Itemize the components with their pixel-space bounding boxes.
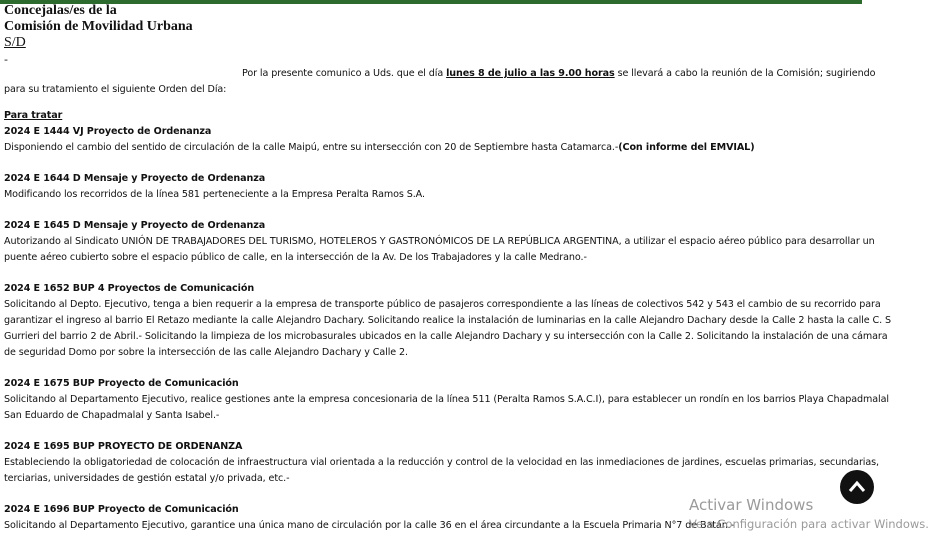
agenda-item-text: garantizar el ingreso al barrio El Retazo mediante la calle Alejandro Dachary. Solicitando realice la instalación de luminarias en la calle Alejandro Dachary desde la Calle 2 hasta la calle C. S xyxy=(4,315,891,326)
commission-name: Comisión de Movilidad Urbana xyxy=(4,19,193,34)
section-title: Para tratar xyxy=(4,110,63,121)
agenda-item xyxy=(4,124,904,156)
agenda-item-title: 2024 E 1696 BUP Proyecto de Comunicación xyxy=(4,504,239,515)
scroll-to-top-button[interactable] xyxy=(840,470,874,504)
agenda-item-text: de seguridad Domo por sobre la intersección de las calle Alejandro Dachary y Calle 2. xyxy=(4,347,408,358)
agenda-item-title: 2024 E 1644 D Mensaje y Proyecto de Ordenanza xyxy=(4,173,266,184)
agenda-item-text: Solicitando al Departamento Ejecutivo, realice gestiones ante la empresa concesionaria de la línea 511 (Peralta Ramos S.A.C.I), para establecer un rondín en los barrios Playa Chapadmalal xyxy=(4,394,889,405)
document-body xyxy=(4,3,904,534)
separator-dash: - xyxy=(4,53,8,66)
watermark-subtitle: Ve a Configuración para activar Windows. xyxy=(689,517,929,531)
addressee-line-1: Concejalas/es de la xyxy=(4,3,117,18)
agenda-item-text: Modificando los recorridos de la línea 581 perteneciente a la Empresa Peralta Ramos S.A. xyxy=(4,189,425,200)
agenda-item xyxy=(4,281,904,361)
agenda-item-text: Disponiendo el cambio del sentido de circulación de la calle Maipú, entre su intersección con 20 de Septiembre hasta Catamarca.-(Con informe del EMVIAL) xyxy=(4,142,755,153)
agenda-item xyxy=(4,171,904,203)
agenda-item-title: 2024 E 1444 VJ Proyecto de Ordenanza xyxy=(4,126,212,137)
watermark-title: Activar Windows xyxy=(689,496,814,514)
agenda-item xyxy=(4,218,904,266)
agenda-item-text: San Eduardo de Chapadmalal y Santa Isabel.- xyxy=(4,410,220,421)
meeting-date: lunes 8 de julio a las 9.00 horas xyxy=(446,68,615,79)
agenda-item-text: Estableciendo la obligatoriedad de colocación de infraestructura vial orientada a la reducción y control de la velocidad en las inmediaciones de jardines, escuelas primarias, secundarias, xyxy=(4,457,880,468)
agenda-item-title: 2024 E 1675 BUP Proyecto de Comunicación xyxy=(4,378,239,389)
agenda-item-title: 2024 E 1645 D Mensaje y Proyecto de Ordenanza xyxy=(4,220,266,231)
agenda-item-text: Solicitando al Depto. Ejecutivo, tenga a bien requerir a la empresa de transporte público de pasajeros correspondiente a las líneas de colectivos 542 y 543 el cambio de su recorrido para xyxy=(4,299,881,310)
agenda-item-text: Solicitando al Departamento Ejecutivo, garantice una única mano de circulación por la calle 36 en el área circundante a la Escuela Primaria N°7 de Batán.- xyxy=(4,520,734,531)
agenda-item-title: 2024 E 1652 BUP 4 Proyectos de Comunicación xyxy=(4,283,255,294)
agenda-item-note: (Con informe del EMVIAL) xyxy=(618,142,755,153)
agenda-item-text: Gurrieri del barrio 2 de Abril.- Solicitando la limpieza de los microbasurales ubicados en la calle Alejandro Dachary y su intersección con la Calle 2. Solicitando la instalación de una cámara xyxy=(4,331,888,342)
agenda-item xyxy=(4,439,904,487)
agenda-item-text: terciarias, universidades de gestión estatal y/o privada, etc.- xyxy=(4,473,290,484)
agenda-item-text: Autorizando al Sindicato UNIÓN DE TRABAJADORES DEL TURISMO, HOTELEROS Y GASTRONÓMICOS DE LA REPÚBLICA ARGENTINA, a utilizar el espacio aéreo público para desarrollar un xyxy=(4,236,875,247)
agenda-item-title: 2024 E 1695 BUP PROYECTO DE ORDENANZA xyxy=(4,441,243,452)
agenda-list xyxy=(4,124,904,534)
agenda-item xyxy=(4,376,904,424)
chevron-up-icon xyxy=(848,479,866,493)
intro-line-1: Por la presente comunico a Uds. que el día lunes 8 de julio a las 9.00 horas se llevará a cabo la reunión de la Comisión; sugiriendo xyxy=(242,68,876,79)
sd-label: S/D xyxy=(4,35,26,50)
agenda-item-text: puente aéreo cubierto sobre el espacio público de calle, en la intersección de la Av. De los Trabajadores y la calle Medrano.- xyxy=(4,252,587,263)
intro-line-2: para su tratamiento el siguiente Orden del Día: xyxy=(4,84,227,95)
